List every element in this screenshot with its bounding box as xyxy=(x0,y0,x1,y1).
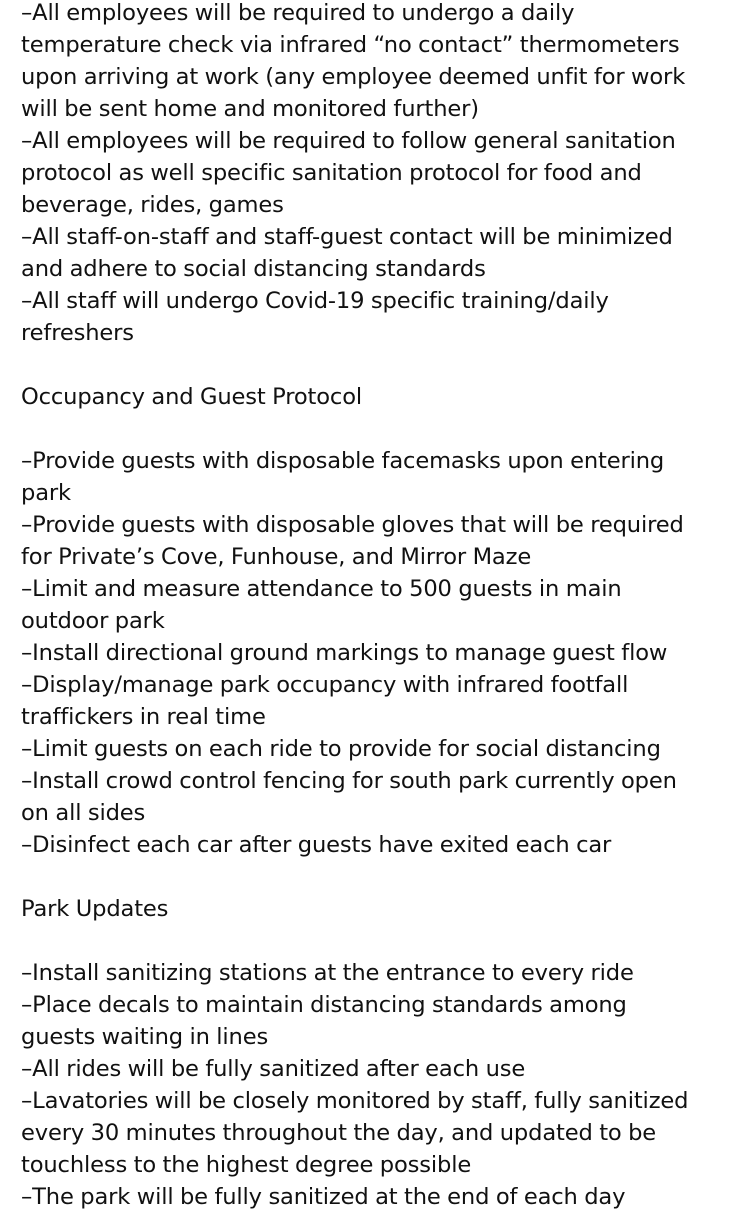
text-line: touchless to the highest degree possible xyxy=(21,1152,472,1178)
text-line: –Place decals to maintain distancing standards among xyxy=(21,992,627,1018)
text-line: –All employees will be required to undergo a daily xyxy=(21,0,575,26)
text-line: –Display/manage park occupancy with infrared footfall xyxy=(21,672,629,698)
text-line: –Install crowd control fencing for south park currently open xyxy=(21,768,677,794)
blank-line xyxy=(21,349,721,381)
blank-line xyxy=(21,413,721,445)
text-line: –Provide guests with disposable gloves that will be required xyxy=(21,512,684,538)
text-line: –All staff-on-staff and staff-guest contact will be minimized xyxy=(21,224,673,250)
text-line: –The park will be fully sanitized at the end of each day xyxy=(21,1184,626,1210)
text-line: will be sent home and monitored further) xyxy=(21,96,479,122)
text-line: –Limit guests on each ride to provide for social distancing xyxy=(21,736,661,762)
blank-line xyxy=(21,925,721,957)
text-line: beverage, rides, games xyxy=(21,192,284,218)
text-line: –Limit and measure attendance to 500 guests in main xyxy=(21,576,622,602)
text-line: upon arriving at work (any employee deemed unfit for work xyxy=(21,64,686,90)
document-body xyxy=(21,0,721,1213)
section-heading-occupancy: Occupancy and Guest Protocol xyxy=(21,384,363,410)
text-line: outdoor park xyxy=(21,608,165,634)
blank-line xyxy=(21,861,721,893)
text-line: –Install directional ground markings to manage guest flow xyxy=(21,640,668,666)
text-line: and adhere to social distancing standards xyxy=(21,256,486,282)
text-line: –Disinfect each car after guests have exited each car xyxy=(21,832,612,858)
text-line: –All rides will be fully sanitized after each use xyxy=(21,1056,526,1082)
text-line: –Lavatories will be closely monitored by staff, fully sanitized xyxy=(21,1088,689,1114)
text-line: protocol as well specific sanitation protocol for food and xyxy=(21,160,642,186)
text-line: every 30 minutes throughout the day, and updated to be xyxy=(21,1120,657,1146)
text-line: –Install sanitizing stations at the entrance to every ride xyxy=(21,960,634,986)
text-line: –Provide guests with disposable facemasks upon entering xyxy=(21,448,665,474)
text-line: –All employees will be required to follow general sanitation xyxy=(21,128,676,154)
text-line: temperature check via infrared “no contact” thermometers xyxy=(21,32,680,58)
text-line: guests waiting in lines xyxy=(21,1024,269,1050)
text-line: park xyxy=(21,480,71,506)
text-line: for Private’s Cove, Funhouse, and Mirror Maze xyxy=(21,544,532,570)
text-line: traffickers in real time xyxy=(21,704,266,730)
text-line: on all sides xyxy=(21,800,146,826)
section-heading-park-updates: Park Updates xyxy=(21,896,169,922)
text-line: refreshers xyxy=(21,320,134,346)
text-line: –All staff will undergo Covid-19 specific training/daily xyxy=(21,288,609,314)
